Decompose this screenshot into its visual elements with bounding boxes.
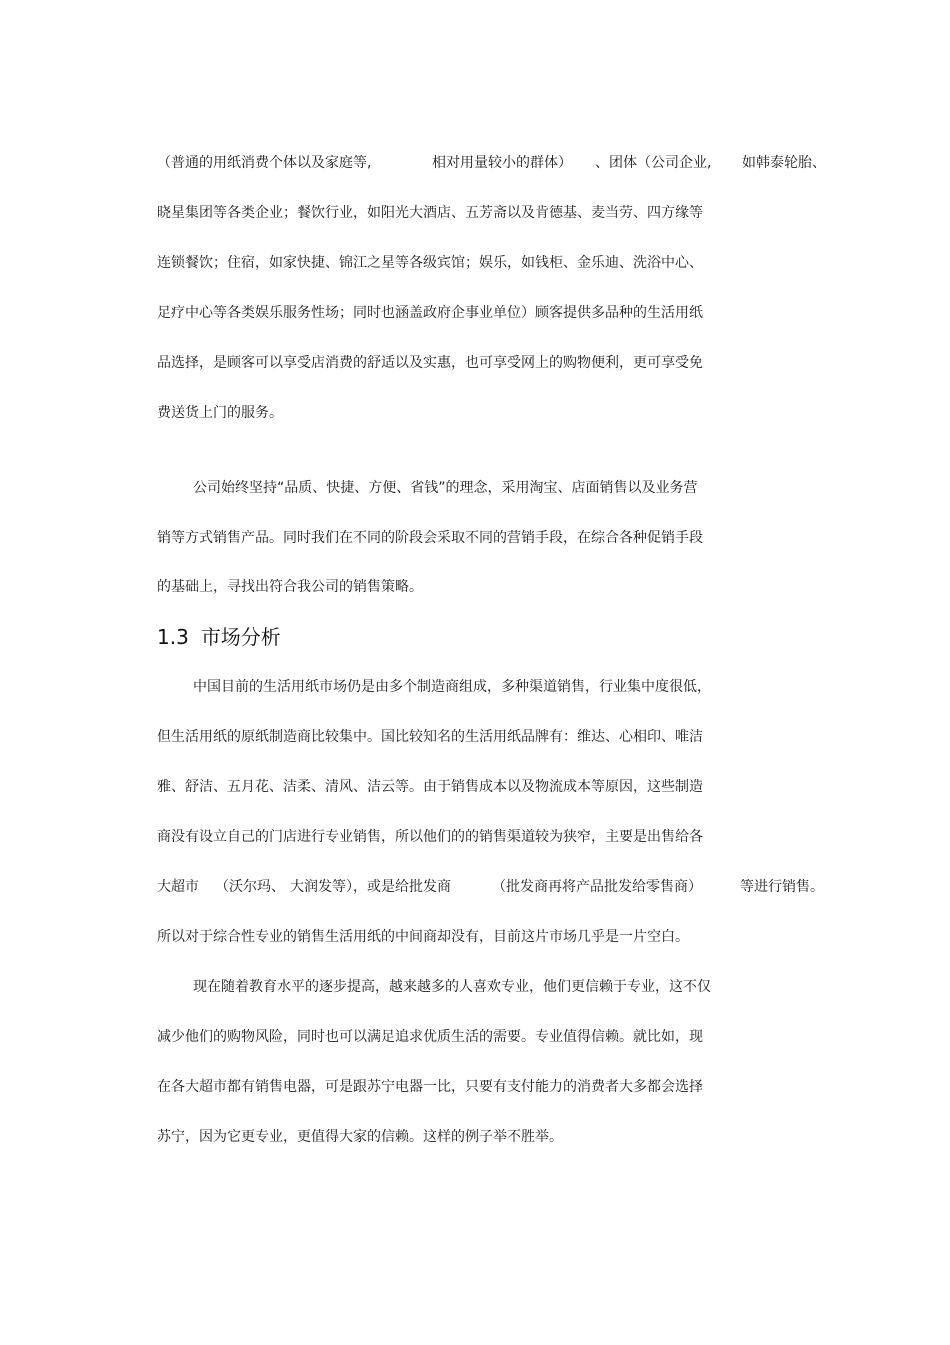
line-segment: 如韩泰轮胎、 (742, 155, 826, 171)
paragraph-3-line-6: 所以对于综合性专业的销售生活用纸的中间商却没有，目前这片市场几乎是一片空白。 (157, 929, 689, 945)
paragraph-1-line-3: 连锁餐饮；住宿，如家快捷、锦江之星等各级宾馆；娱乐，如钱柜、金乐迪、洗浴中心、 (157, 255, 703, 271)
line-segment: （批发商再将产品批发给零售商） (492, 879, 702, 895)
paragraph-2-line-1: 公司始终坚持“品质、快捷、方便、省钱”的理念，采用淘宝、店面销售以及业务营 (193, 480, 698, 496)
paragraph-2-line-2: 销等方式销售产品。同时我们在不同的阶段会采取不同的营销手段，在综合各种促销手段 (157, 530, 703, 546)
paragraph-3-line-2: 但生活用纸的原纸制造商比较集中。国比较知名的生活用纸品牌有：维达、心相印、唯洁 (157, 729, 703, 745)
section-title: 市场分析 (200, 625, 281, 649)
paragraph-1-line-4: 足疗中心等各类娱乐服务性场；同时也涵盖政府企事业单位）顾客提供多品种的生活用纸 (157, 305, 703, 321)
line-segment: （沃尔玛、 (215, 879, 285, 895)
paragraph-1-line-5: 品选择，是顾客可以享受店消费的舒适以及实惠，也可享受网上的购物便利，更可享受免 (157, 355, 703, 371)
paragraph-1-line-2: 晓星集团等各类企业；餐饮行业，如阳光大酒店、五芳斋以及肯德基、麦当劳、四方缘等 (157, 205, 703, 221)
line-segment: 相对用量较小的群体） (432, 155, 572, 171)
section-number: 1.3 (157, 625, 189, 649)
paragraph-2-line-3: 的基础上，寻找出符合我公司的销售策略。 (157, 579, 423, 595)
paragraph-4-line-4: 苏宁，因为它更专业，更值得大家的信赖。这样的例子举不胜举。 (157, 1129, 563, 1145)
paragraph-1-line-6: 费送货上门的服务。 (157, 405, 283, 421)
paragraph-3-line-1: 中国目前的生活用纸市场仍是由多个制造商组成，多种渠道销售，行业集中度很低， (193, 679, 711, 695)
section-heading (157, 622, 281, 652)
line-segment: 等进行销售。 (740, 879, 824, 895)
paragraph-4-line-3: 在各大超市都有销售电器，可是跟苏宁电器一比，只要有支付能力的消费者大多都会选择 (157, 1079, 703, 1095)
paragraph-3-line-3: 雅、舒洁、五月花、洁柔、清风、洁云等。由于销售成本以及物流成本等原因，这些制造 (157, 779, 703, 795)
line-segment: （普通的用纸消费个体以及家庭等, (157, 155, 372, 171)
line-segment: 大润发等），或是给批发商 (290, 879, 451, 895)
paragraph-4-line-1: 现在随着教育水平的逐步提高，越来越多的人喜欢专业，他们更信赖于专业，这不仅 (193, 979, 711, 995)
line-segment: 、团体（公司企业, (595, 155, 712, 171)
paragraph-4-line-2: 减少他们的购物风险，同时也可以满足追求优质生活的需要。专业值得信赖。就比如，现 (157, 1029, 703, 1045)
line-segment: 大超市 (157, 879, 199, 895)
paragraph-1-line-1 (157, 153, 847, 173)
paragraph-3-line-4: 商没有设立自己的门店进行专业销售，所以他们的的销售渠道较为狭窄，主要是出售给各 (157, 829, 703, 845)
paragraph-3-line-5 (157, 877, 847, 897)
